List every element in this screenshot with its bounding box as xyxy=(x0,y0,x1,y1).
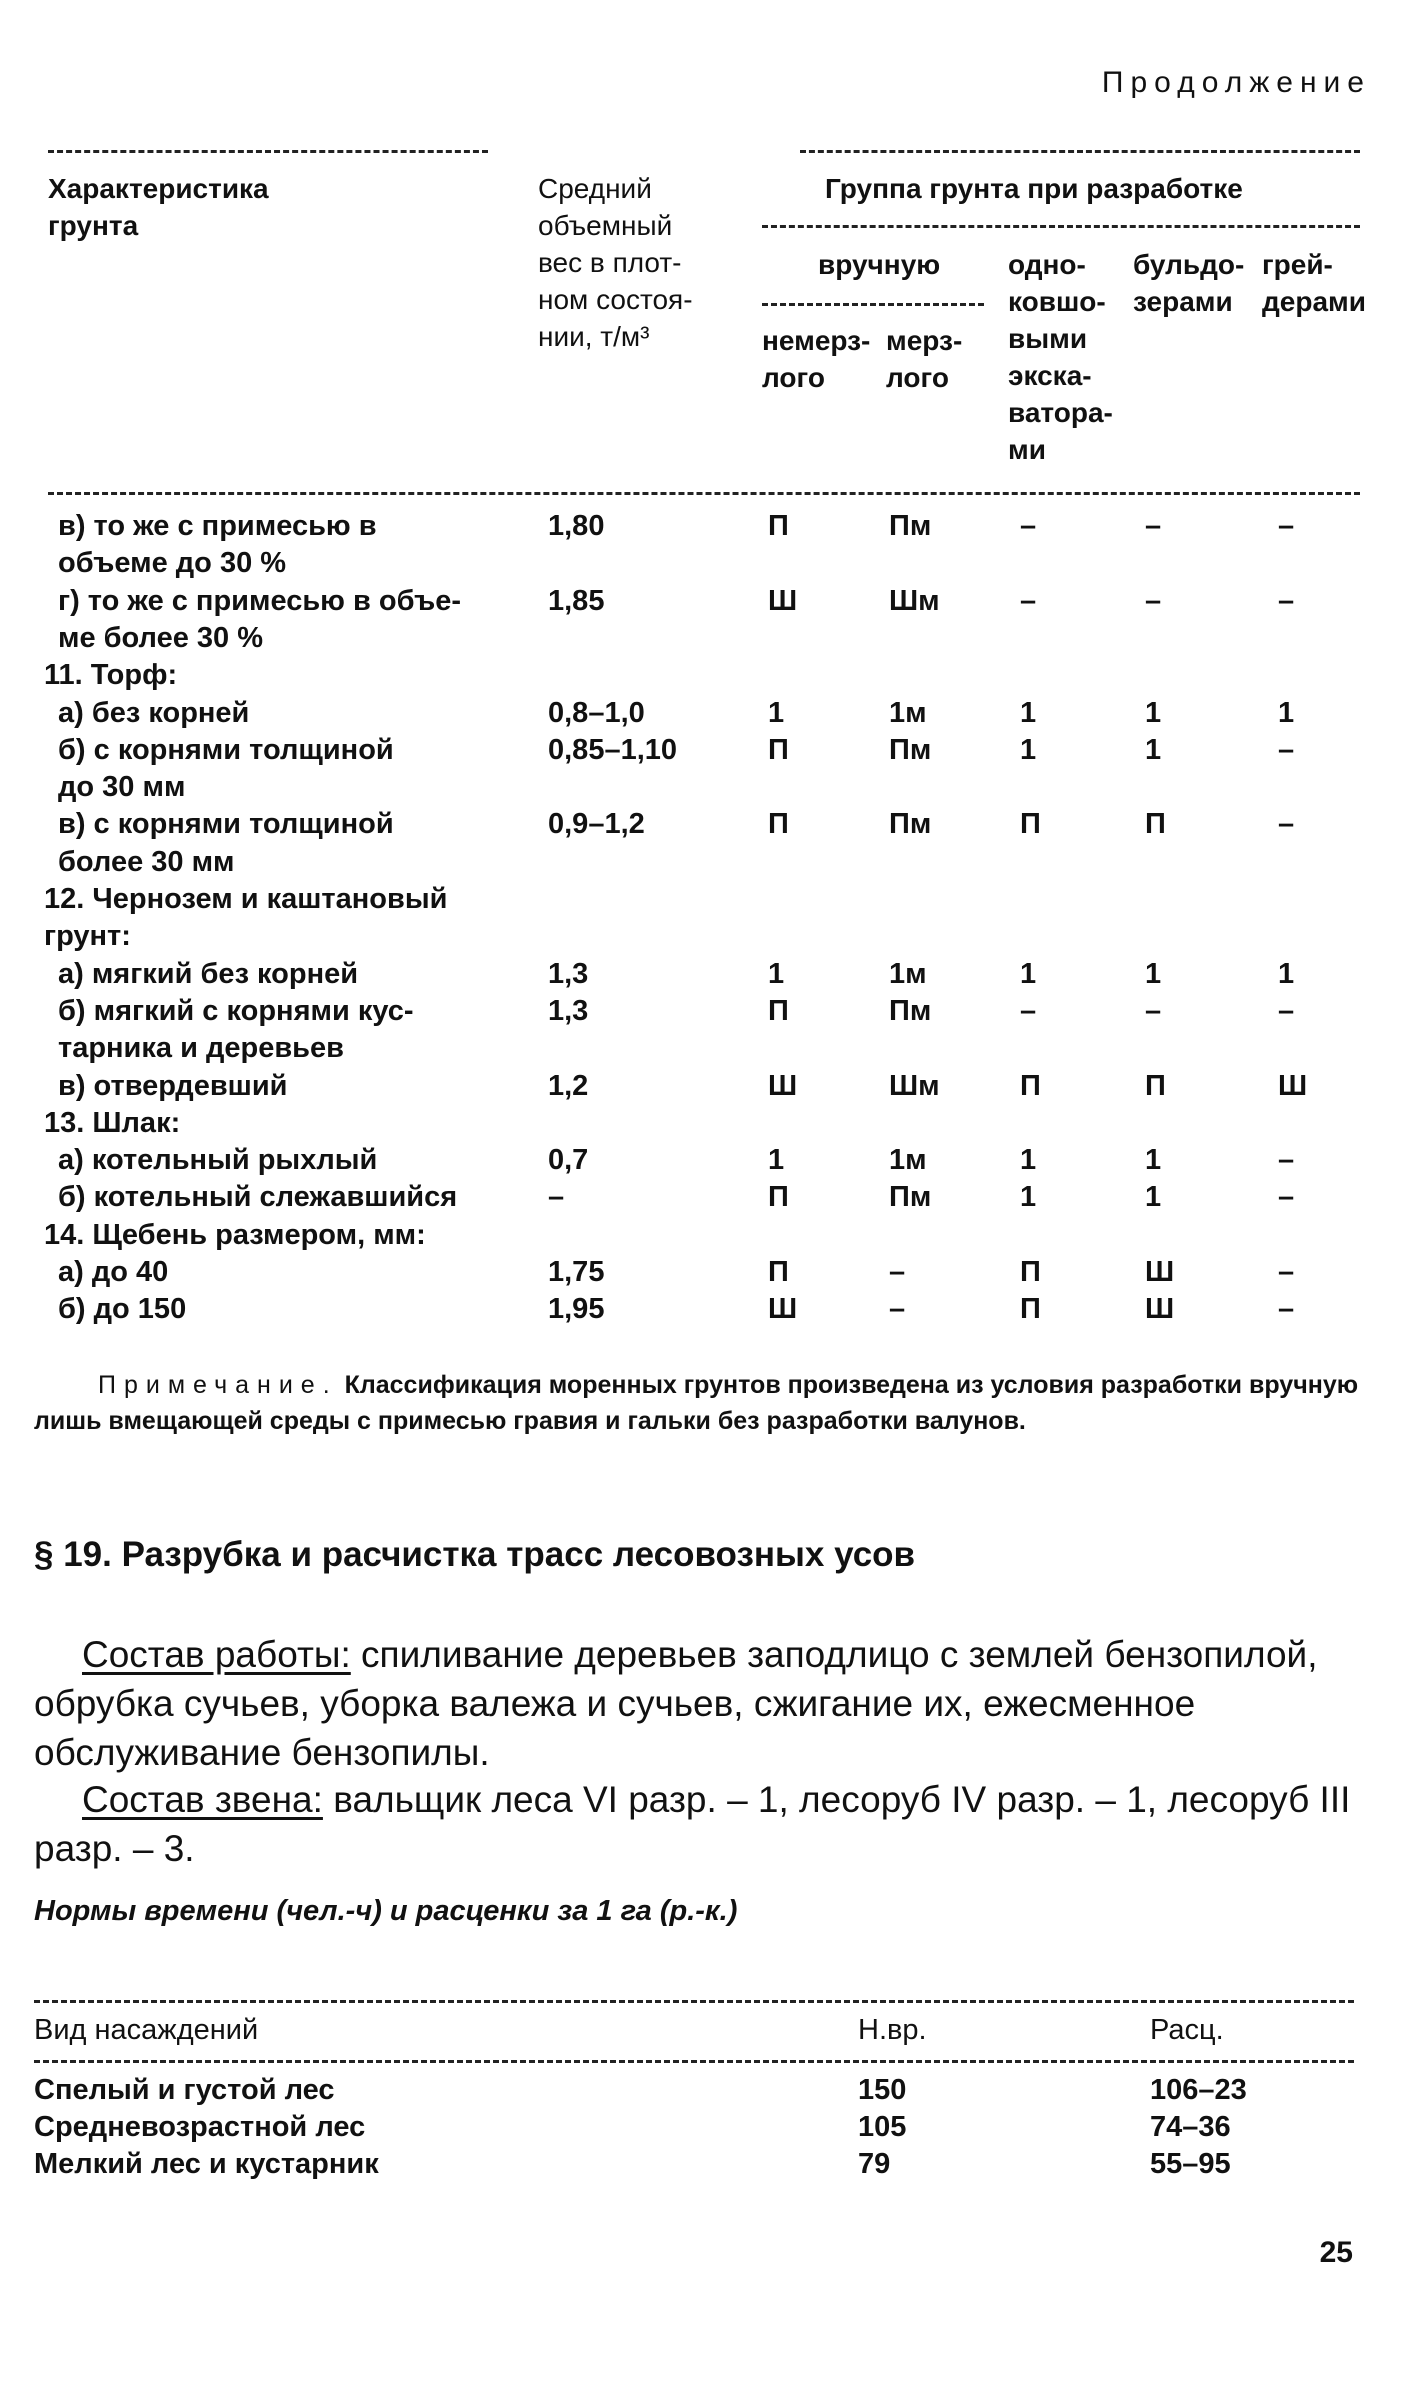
cell-grader: – xyxy=(1278,510,1295,542)
note-label: Примечание. xyxy=(98,1371,338,1399)
norms-cell-type: Средневозрастной лес xyxy=(34,2111,366,2143)
crew-label: Состав звена: xyxy=(82,1779,323,1820)
crew-composition xyxy=(34,1775,1379,1873)
norms-cell-rate: 106–23 xyxy=(1150,2074,1247,2106)
norms-caption: Нормы времени (чел.-ч) и расценки за 1 га (р.-к.) xyxy=(34,1895,738,1927)
cell-label: грунт: xyxy=(44,920,131,953)
cell-label: ме более 30 % xyxy=(58,621,263,654)
cell-label: б) с корнями толщиной xyxy=(58,733,394,766)
cell-bulldozer: – xyxy=(1145,584,1162,617)
cell-excavator: 1 xyxy=(1020,1144,1037,1177)
cell-unfrozen: 1 xyxy=(768,957,785,990)
cell-bulldozer: 1 xyxy=(1145,957,1162,990)
cell-grader: – xyxy=(1278,1256,1295,1288)
manual-rule xyxy=(762,303,984,306)
cell-unfrozen: П xyxy=(768,994,789,1027)
cell-density: 1,2 xyxy=(548,1069,589,1102)
norms-cell-rate: 74–36 xyxy=(1150,2111,1231,2143)
cell-density: 0,8–1,0 xyxy=(548,696,645,729)
cell-density: 1,95 xyxy=(548,1293,605,1326)
cell-excavator: 1 xyxy=(1020,1181,1037,1214)
cell-grader: – xyxy=(1278,1181,1295,1214)
cell-grader: 1 xyxy=(1278,696,1295,729)
cell-unfrozen: П xyxy=(768,510,789,542)
cell-frozen: Пм xyxy=(889,808,932,841)
cell-frozen: 1м xyxy=(889,1144,927,1177)
cell-frozen: Пм xyxy=(889,510,932,542)
cell-label: в) с корнями толщиной xyxy=(58,808,394,841)
cell-frozen: – xyxy=(889,1256,906,1288)
cell-density: 1,85 xyxy=(548,584,605,617)
cell-excavator: – xyxy=(1020,584,1037,617)
work-label: Состав работы: xyxy=(82,1634,351,1675)
header-characteristic: Характеристика грунта xyxy=(48,173,269,241)
cell-label: 14. Щебень размером, мм: xyxy=(44,1218,426,1251)
cell-frozen: 1м xyxy=(889,957,927,990)
norms-header-rate: Расц. xyxy=(1150,2014,1224,2046)
cell-density: 0,9–1,2 xyxy=(548,808,645,841)
cell-bulldozer: Ш xyxy=(1145,1293,1175,1326)
cell-excavator: 1 xyxy=(1020,957,1037,990)
cell-excavator: П xyxy=(1020,1293,1041,1326)
cell-excavator: – xyxy=(1020,994,1037,1027)
cell-unfrozen: Ш xyxy=(768,584,798,617)
cell-density: – xyxy=(548,1181,565,1214)
cell-label: б) котельный слежавшийся xyxy=(58,1181,458,1214)
cell-label: в) то же с примесью в xyxy=(58,510,377,542)
cell-label: более 30 мм xyxy=(58,845,235,878)
cell-grader: – xyxy=(1278,994,1295,1027)
cell-label: а) без корней xyxy=(58,696,250,729)
header-bulldozer: бульдо- зерами xyxy=(1133,249,1245,317)
cell-label: б) мягкий с корнями кус- xyxy=(58,994,414,1027)
cell-bulldozer: П xyxy=(1145,808,1166,841)
cell-bulldozer: 1 xyxy=(1145,1181,1162,1214)
cell-unfrozen: Ш xyxy=(768,1069,798,1102)
cell-frozen: Пм xyxy=(889,733,932,766)
cell-label: г) то же с примесью в объе- xyxy=(58,584,462,617)
norms-cell-rate: 55–95 xyxy=(1150,2148,1231,2180)
cell-unfrozen: П xyxy=(768,808,789,841)
cell-grader: – xyxy=(1278,808,1295,841)
cell-bulldozer: Ш xyxy=(1145,1256,1175,1288)
table-top-rule xyxy=(800,150,1360,153)
norms-cell-time: 79 xyxy=(858,2148,891,2180)
norms-cell-time: 105 xyxy=(858,2111,907,2143)
table-top-rule xyxy=(48,150,488,153)
cell-unfrozen: 1 xyxy=(768,1144,785,1177)
header-frozen: мерз- лого xyxy=(886,325,963,393)
cell-frozen: Пм xyxy=(889,1181,932,1214)
cell-excavator: П xyxy=(1020,808,1041,841)
cell-label: 11. Торф: xyxy=(44,659,178,692)
table-note xyxy=(34,1367,1374,1439)
header-excavator: одно- ковшо- выми экска- ватора- ми xyxy=(1008,249,1113,465)
cell-grader: – xyxy=(1278,584,1295,617)
cell-density: 1,3 xyxy=(548,994,589,1027)
cell-unfrozen: П xyxy=(768,733,789,766)
page-number: 25 xyxy=(1319,2236,1353,2269)
cell-bulldozer: 1 xyxy=(1145,1144,1162,1177)
cell-bulldozer: – xyxy=(1145,994,1162,1027)
cell-label: б) до 150 xyxy=(58,1293,187,1326)
cell-excavator: П xyxy=(1020,1256,1041,1288)
cell-unfrozen: П xyxy=(768,1256,789,1288)
section-title: § 19. Разрубка и расчистка трасс лесовозных усов xyxy=(34,1535,916,1574)
cell-density: 0,7 xyxy=(548,1144,589,1177)
cell-unfrozen: Ш xyxy=(768,1293,798,1326)
norms-cell-time: 150 xyxy=(858,2074,907,2106)
cell-bulldozer: – xyxy=(1145,510,1162,542)
cell-density: 1,75 xyxy=(548,1256,605,1288)
norms-header-rule xyxy=(34,2060,1354,2063)
header-unfrozen: немерз- лого xyxy=(762,325,871,393)
cell-excavator: П xyxy=(1020,1069,1041,1102)
cell-bulldozer: 1 xyxy=(1145,696,1162,729)
cell-density: 1,3 xyxy=(548,957,589,990)
cell-grader: – xyxy=(1278,1293,1295,1326)
norms-header-time: Н.вр. xyxy=(858,2014,927,2046)
cell-bulldozer: 1 xyxy=(1145,733,1162,766)
cell-frozen: – xyxy=(889,1293,906,1326)
cell-frozen: 1м xyxy=(889,696,927,729)
header-density: Средний объемный вес в плот- ном состоя- нии, т/м³ xyxy=(538,173,693,352)
cell-label: тарника и деревьев xyxy=(58,1032,344,1065)
cell-label: до 30 мм xyxy=(58,771,186,804)
cell-density: 0,85–1,10 xyxy=(548,733,678,766)
cell-label: 13. Шлак: xyxy=(44,1106,181,1139)
cell-grader: Ш xyxy=(1278,1069,1308,1102)
cell-label: объеме до 30 % xyxy=(58,547,287,580)
cell-excavator: 1 xyxy=(1020,696,1037,729)
norms-top-rule xyxy=(34,2000,1354,2003)
norms-cell-type: Мелкий лес и кустарник xyxy=(34,2148,379,2180)
continued-label: Продолжение xyxy=(1101,66,1371,99)
cell-excavator: – xyxy=(1020,510,1037,542)
cell-excavator: 1 xyxy=(1020,733,1037,766)
cell-unfrozen: П xyxy=(768,1181,789,1214)
cell-label: в) отвердевший xyxy=(58,1069,288,1102)
cell-label: 12. Чернозем и каштановый xyxy=(44,883,448,915)
crew-text: вальщик леса VI разр. – 1, лесоруб IV разр. – 1, лесоруб III разр. – 3. xyxy=(34,1779,1351,1869)
note-text: Классификация моренных грунтов произведена из условия разработки вручную лишь вмещающей среды с примесью гравия и гальки без разработки валунов. xyxy=(34,1371,1359,1435)
cell-unfrozen: 1 xyxy=(768,696,785,729)
cell-grader: – xyxy=(1278,733,1295,766)
cell-label: а) до 40 xyxy=(58,1256,169,1288)
norms-header-type: Вид насаждений xyxy=(34,2014,259,2046)
header-grader: грей- дерами xyxy=(1262,249,1366,317)
work-composition xyxy=(34,1630,1379,1777)
cell-density: 1,80 xyxy=(548,510,605,542)
work-text: спиливание деревьев заподлицо с землей бензопилой, обрубка сучьев, уборка валежа и сучьев, сжигание их, ежесменное обслуживание бензопилы. xyxy=(34,1634,1318,1773)
cell-bulldozer: П xyxy=(1145,1069,1166,1102)
header-manual: вручную xyxy=(818,249,941,280)
cell-frozen: Шм xyxy=(889,584,940,617)
cell-frozen: Шм xyxy=(889,1069,940,1102)
header-group: Группа грунта при разработке xyxy=(825,173,1243,204)
cell-frozen: Пм xyxy=(889,994,932,1027)
header-bottom-rule xyxy=(48,492,1360,495)
cell-grader: – xyxy=(1278,1144,1295,1177)
cell-label: а) котельный рыхлый xyxy=(58,1144,378,1177)
norms-cell-type: Спелый и густой лес xyxy=(34,2074,335,2106)
group-rule xyxy=(762,225,1360,228)
cell-grader: 1 xyxy=(1278,957,1295,990)
cell-label: а) мягкий без корней xyxy=(58,957,359,990)
